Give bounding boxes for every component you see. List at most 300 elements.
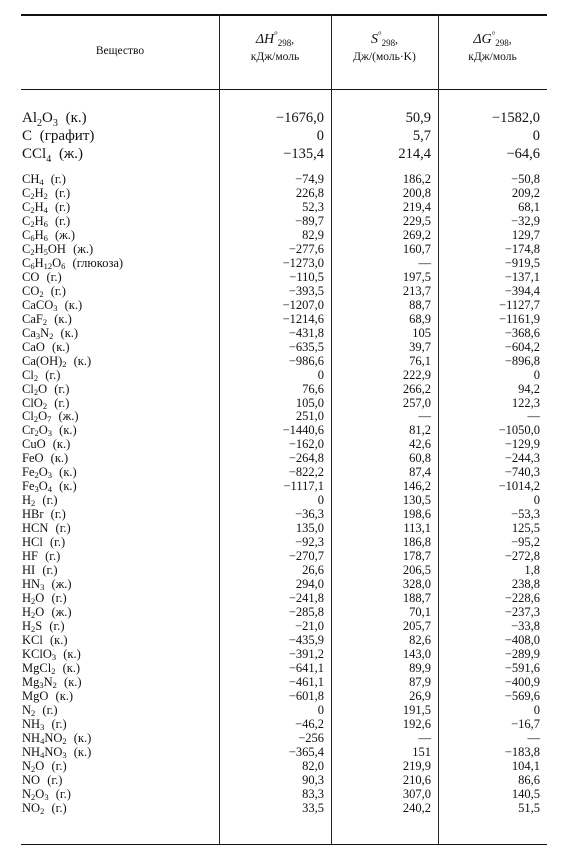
dG-value: −1582,0 — [491, 110, 540, 126]
substance-cell — [22, 549, 60, 563]
dH-value: −1207,0 — [282, 297, 324, 312]
S-value: 307,0 — [402, 786, 431, 801]
S-value: 191,5 — [402, 702, 431, 717]
formula-part: O — [42, 110, 53, 126]
S-value: 240,2 — [402, 800, 431, 815]
substance-cell — [22, 354, 91, 368]
S-value: 328,0 — [402, 577, 431, 592]
state-label: (г.) — [43, 269, 62, 284]
formula-part: Cl — [22, 381, 34, 396]
substance-cell — [22, 340, 70, 354]
S-value: 222,9 — [402, 367, 431, 382]
dH-value: 251,0 — [295, 409, 324, 424]
formula-subscript: 3 — [47, 428, 53, 439]
dG-value: −53,3 — [511, 507, 540, 522]
formula-part: S — [35, 619, 43, 634]
S-value: 50,9 — [405, 110, 431, 126]
S-value: 88,7 — [409, 297, 431, 312]
header-dg — [438, 28, 547, 64]
dH-value: 26,6 — [302, 563, 324, 578]
formula-subscript: 2 — [31, 596, 36, 607]
state-label: (г.) — [48, 758, 67, 773]
state-label: (к.) — [47, 451, 69, 466]
formula-part: N — [22, 786, 32, 801]
formula-part: Al — [22, 110, 37, 126]
substance-cell — [22, 326, 78, 340]
formula-part: Mg — [22, 674, 40, 689]
substance-cell — [22, 731, 91, 745]
state-label: (г.) — [42, 367, 61, 382]
formula-subscript: 2 — [34, 428, 39, 439]
dg-sub: 298 — [495, 38, 509, 49]
formula-part: O — [38, 423, 48, 438]
formula-subscript: 6 — [43, 218, 48, 229]
S-value: 105 — [412, 325, 431, 340]
state-label: (г.) — [52, 521, 71, 536]
S-value: 130,5 — [402, 493, 431, 508]
dG-value: −400,9 — [504, 674, 540, 689]
dG-value: −129,9 — [504, 437, 540, 452]
dH-value: 52,3 — [302, 199, 324, 214]
state-label: (к.) — [70, 730, 92, 745]
formula-subscript: 2 — [42, 400, 48, 411]
dH-value: −135,4 — [283, 146, 324, 162]
formula-part: H — [34, 255, 44, 270]
formula-subscript: 2 — [62, 358, 67, 369]
state-label: (г.) — [41, 549, 61, 564]
substance-cell — [22, 127, 94, 145]
dG-value: 0 — [533, 367, 540, 382]
bottom-rule — [21, 844, 547, 845]
substance-cell — [22, 437, 70, 451]
substance-cell — [22, 773, 62, 787]
substance-cell — [22, 298, 82, 312]
S-value: 186,8 — [402, 535, 431, 550]
formula-part: C — [22, 213, 31, 228]
formula-part: CH — [22, 172, 40, 186]
S-value: — — [418, 730, 431, 745]
formula-subscript: 2 — [43, 190, 48, 201]
formula-part: MgO — [22, 688, 49, 703]
state-label: (к.) — [51, 311, 72, 326]
substance-cell — [22, 703, 58, 717]
dH-value: −461,1 — [288, 674, 324, 689]
formula-subscript: 2 — [31, 624, 36, 635]
formula-part: H — [22, 619, 32, 634]
dG-value: 140,5 — [511, 786, 540, 801]
formula-part: O — [38, 479, 48, 494]
dh-symbol: ΔH — [255, 31, 275, 47]
dG-value: −408,0 — [504, 633, 540, 647]
dH-value: −365,4 — [288, 744, 324, 759]
formula-part: CO — [22, 283, 40, 298]
dG-value: −244,3 — [504, 451, 540, 466]
formula-part: CaF — [22, 311, 43, 326]
dH-value: −241,8 — [288, 591, 324, 606]
dG-value: 125,5 — [511, 521, 540, 536]
substance-cell — [22, 605, 72, 619]
formula-subscript: 2 — [30, 204, 35, 215]
dH-value: −1273,0 — [282, 255, 324, 270]
dH-value: 0 — [317, 493, 324, 508]
formula-subscript: 2 — [34, 470, 39, 481]
formula-subscript: 2 — [30, 246, 35, 257]
substance-cell — [22, 382, 69, 396]
state-label: (г.) — [51, 381, 70, 396]
S-value: 214,4 — [398, 146, 431, 162]
dH-value: −21,0 — [295, 619, 324, 634]
state-label: (к.) — [56, 465, 77, 480]
state-label: (г.) — [48, 800, 67, 815]
formula-subscript: 2 — [52, 679, 57, 690]
formula-part: Fe — [22, 465, 35, 480]
header-rule — [21, 89, 547, 90]
substance-cell — [22, 214, 70, 228]
substance-cell — [22, 535, 65, 549]
substance-cell — [22, 242, 93, 256]
S-value: 188,7 — [402, 591, 431, 606]
substance-cell — [22, 465, 77, 479]
substance-cell — [22, 689, 73, 703]
S-value: 205,7 — [402, 619, 431, 634]
dH-value: −641,1 — [288, 660, 324, 675]
formula-subscript: 3 — [34, 484, 39, 495]
formula-part: NO — [22, 772, 41, 787]
dH-value: −36,3 — [295, 507, 324, 522]
dG-value: −919,5 — [504, 255, 540, 270]
formula-part: Ca — [22, 325, 36, 340]
formula-part: O — [35, 605, 45, 620]
dH-value: −435,9 — [288, 633, 324, 647]
substance-cell — [22, 109, 87, 127]
dh-unit: кДж/моль — [250, 51, 300, 64]
dH-value: −110,5 — [289, 269, 324, 284]
formula-subscript: 2 — [31, 763, 36, 774]
dg-sup: ° — [491, 30, 496, 40]
dG-value: −569,6 — [504, 688, 540, 703]
formula-part: O — [35, 591, 45, 606]
formula-subscript: 4 — [39, 177, 44, 187]
dH-value: 0 — [317, 702, 324, 717]
dH-value: −285,8 — [288, 605, 324, 620]
state-label: (к.) — [56, 423, 77, 438]
dH-value: −1214,6 — [282, 311, 324, 326]
dG-value: −289,9 — [504, 646, 540, 661]
formula-part: H — [22, 591, 32, 606]
state-label: (г.) — [52, 786, 71, 801]
state-label: (г.) — [44, 772, 63, 787]
substance-cell — [22, 186, 70, 200]
formula-subscript: 2 — [31, 791, 36, 802]
formula-part: Cl — [22, 367, 34, 382]
dg-unit: кДж/моль — [468, 51, 517, 64]
formula-part: H — [34, 241, 44, 256]
S-value: 257,0 — [402, 395, 431, 410]
formula-subscript: 2 — [49, 330, 54, 341]
state-label: (ж.) — [51, 227, 76, 242]
S-value: 219,4 — [402, 199, 431, 214]
formula-subscript: 3 — [47, 470, 53, 481]
dH-value: −264,8 — [288, 451, 324, 466]
dH-value: −393,5 — [288, 283, 324, 298]
formula-part: HCN — [22, 521, 49, 536]
formula-subscript: 2 — [30, 218, 35, 229]
S-value: 60,8 — [409, 451, 431, 466]
formula-subscript: 6 — [43, 232, 48, 243]
dH-value: −74,9 — [295, 172, 324, 186]
s-unit: Дж/(моль·K) — [353, 51, 416, 64]
formula-part: NO — [44, 730, 63, 745]
formula-part: C — [22, 227, 31, 242]
substance-cell — [22, 423, 77, 437]
substance-cell — [22, 145, 83, 163]
S-value: 210,6 — [402, 772, 431, 787]
substance-cell — [22, 256, 123, 270]
formula-subscript: 3 — [40, 582, 45, 593]
dG-value: 0 — [533, 702, 540, 717]
formula-subscript: 2 — [33, 372, 39, 383]
dG-value: −1014,2 — [498, 479, 540, 494]
dg-symbol: ΔG — [473, 31, 492, 47]
formula-part: ClO — [22, 395, 43, 410]
formula-subscript: 2 — [40, 805, 45, 816]
formula-part: C — [22, 185, 31, 200]
header-substance: Вещество — [95, 45, 145, 57]
formula-part: Fe — [22, 479, 35, 494]
dG-value: −272,8 — [504, 549, 540, 564]
dG-value: −604,2 — [504, 339, 540, 354]
formula-part: O — [35, 786, 45, 801]
substance-cell — [22, 647, 81, 661]
substance-cell — [22, 745, 91, 759]
state-label: (г.) — [51, 199, 71, 214]
state-label: (г.) — [51, 213, 71, 228]
S-value: 39,7 — [409, 339, 431, 354]
formula-part: OH — [47, 241, 66, 256]
dG-value: −183,8 — [504, 744, 540, 759]
dG-value: 129,7 — [511, 227, 540, 242]
dh-comma: , — [291, 33, 295, 46]
dG-value: — — [527, 730, 540, 745]
formula-subscript: 3 — [39, 679, 44, 690]
dh-sub: 298 — [277, 38, 292, 49]
substance-cell — [22, 284, 66, 298]
dG-value: −95,2 — [511, 535, 540, 550]
formula-subscript: 2 — [39, 288, 44, 299]
formula-part: C — [22, 128, 33, 144]
formula-part: HI — [22, 563, 36, 578]
substance-cell — [22, 591, 67, 605]
dG-value: 51,5 — [518, 800, 540, 815]
S-value: 186,2 — [402, 172, 431, 186]
state-label: (ж.) — [48, 577, 72, 592]
dg-comma: , — [508, 33, 512, 46]
formula-part: KClO — [22, 646, 52, 661]
formula-subscript: 3 — [52, 118, 58, 129]
state-label: (к.) — [60, 646, 81, 661]
state-label: (к.) — [49, 437, 71, 452]
S-value: 269,2 — [402, 227, 431, 242]
dh-sup: ° — [274, 30, 278, 40]
dH-value: −431,8 — [288, 325, 324, 340]
dH-value: −822,2 — [288, 465, 324, 480]
substance-cell — [22, 717, 67, 731]
state-label: (г.) — [47, 172, 66, 186]
formula-part: HN — [22, 577, 41, 592]
formula-part: Ca(OH) — [22, 353, 63, 368]
dG-value: −32,9 — [511, 213, 540, 228]
formula-part: CuO — [22, 437, 46, 452]
S-value: 87,9 — [409, 674, 431, 689]
dH-value: 226,8 — [295, 185, 324, 200]
formula-part: C — [22, 255, 31, 270]
state-label: (глюкоза) — [69, 255, 124, 270]
formula-subscript: 4 — [46, 154, 52, 165]
S-value: 213,7 — [402, 283, 431, 298]
state-label: (к.) — [48, 339, 70, 354]
dG-value: −16,7 — [511, 716, 540, 731]
dH-value: −89,7 — [295, 213, 324, 228]
formula-part: H — [34, 213, 44, 228]
dH-value: 135,0 — [295, 521, 324, 536]
formula-part: CaCO — [22, 297, 54, 312]
formula-subscript: 3 — [40, 721, 45, 732]
dH-value: −986,6 — [288, 353, 324, 368]
dG-value: 104,1 — [511, 758, 540, 773]
dG-value: −33,8 — [511, 619, 540, 634]
substance-cell — [22, 396, 69, 410]
formula-part: N — [22, 702, 32, 717]
S-value: 178,7 — [402, 549, 431, 564]
formula-subscript: 3 — [53, 302, 58, 313]
S-value: 197,5 — [402, 269, 431, 284]
S-value: 266,2 — [402, 381, 431, 396]
substance-cell — [22, 270, 62, 284]
state-label: (г.) — [39, 702, 58, 717]
formula-subscript: 6 — [30, 232, 35, 243]
formula-part: CaO — [22, 339, 45, 354]
dH-value: 0 — [316, 128, 324, 144]
dH-value: −46,2 — [295, 716, 324, 731]
substance-cell — [22, 172, 66, 186]
formula-subscript: 4 — [40, 749, 45, 760]
state-label: (к.) — [61, 297, 83, 312]
dH-value: −391,2 — [288, 646, 324, 661]
substance-cell — [22, 563, 58, 577]
substance-cell — [22, 633, 68, 647]
formula-part: N — [40, 325, 50, 340]
formula-subscript: 2 — [31, 707, 36, 718]
formula-subscript: 2 — [51, 665, 56, 676]
s-symbol: S — [371, 31, 378, 47]
dH-value: −601,8 — [288, 688, 324, 703]
dG-value: 0 — [533, 493, 540, 508]
formula-part: H — [22, 493, 32, 508]
formula-part: HCl — [22, 535, 43, 550]
S-value: 76,1 — [409, 353, 431, 368]
S-value: 26,9 — [409, 688, 431, 703]
formula-part: MgCl — [22, 660, 52, 675]
s-sub: 298 — [381, 38, 396, 49]
S-value: 82,6 — [409, 633, 431, 647]
formula-part: FeO — [22, 451, 44, 466]
dG-value: 0 — [532, 128, 540, 144]
S-value: 151 — [412, 744, 431, 759]
S-value: 70,1 — [409, 605, 431, 620]
S-value: 143,0 — [402, 646, 431, 661]
formula-subscript: 2 — [31, 498, 36, 509]
dG-value: −1127,7 — [499, 297, 540, 312]
formula-part: O — [35, 758, 45, 773]
formula-part: H — [34, 185, 44, 200]
state-label: (ж.) — [55, 146, 84, 162]
S-value: 113,1 — [403, 521, 431, 536]
formula-part: H — [34, 227, 44, 242]
state-label: (г.) — [47, 283, 66, 298]
dG-value: 94,2 — [518, 381, 540, 396]
state-label: (к.) — [56, 479, 77, 494]
s-sup: ° — [378, 30, 382, 40]
substance-cell — [22, 521, 71, 535]
formula-part: CCl — [22, 146, 47, 162]
state-label: (к.) — [52, 688, 74, 703]
state-label: (г.) — [51, 185, 71, 200]
formula-part: H — [34, 199, 44, 214]
substance-cell — [22, 312, 72, 326]
state-label: (к.) — [70, 744, 92, 759]
formula-part: Cr — [22, 423, 35, 438]
substance-cell — [22, 661, 80, 675]
formula-part: H — [22, 605, 32, 620]
formula-subscript: 2 — [33, 414, 39, 425]
formula-subscript: 2 — [42, 316, 48, 327]
dH-value: 33,5 — [302, 800, 324, 815]
top-rule — [21, 14, 547, 16]
dG-value: −591,6 — [504, 660, 540, 675]
dG-value: — — [527, 409, 540, 424]
formula-subscript: 4 — [40, 735, 45, 746]
dG-value: −394,4 — [504, 283, 540, 298]
substance-cell — [22, 675, 82, 689]
dG-value: −1161,9 — [499, 311, 540, 326]
state-label: (к.) — [59, 660, 81, 675]
dH-value: −270,7 — [288, 549, 324, 564]
state-label: (г.) — [39, 563, 58, 578]
formula-subscript: 6 — [61, 260, 66, 271]
substance-cell — [22, 507, 66, 521]
formula-subscript: 12 — [43, 260, 53, 271]
formula-subscript: 2 — [33, 386, 39, 397]
S-value: 219,9 — [402, 758, 431, 773]
substance-cell — [22, 619, 65, 633]
state-label: (к.) — [46, 633, 68, 647]
substance-cell — [22, 200, 70, 214]
dH-value: −1117,1 — [283, 479, 324, 494]
S-value: 229,5 — [402, 213, 431, 228]
formula-subscript: 5 — [43, 246, 48, 257]
dG-value: −64,6 — [506, 146, 540, 162]
state-label: (ж.) — [69, 241, 94, 256]
formula-part: HBr — [22, 507, 44, 522]
S-value: 198,6 — [402, 507, 431, 522]
dH-value: −277,6 — [288, 241, 324, 256]
dH-value: 105,0 — [295, 395, 324, 410]
dG-value: −896,8 — [504, 353, 540, 368]
header-dh — [219, 28, 331, 64]
state-label: (к.) — [61, 110, 87, 126]
dG-value: 238,8 — [511, 577, 540, 592]
formula-subscript: 3 — [44, 791, 49, 802]
